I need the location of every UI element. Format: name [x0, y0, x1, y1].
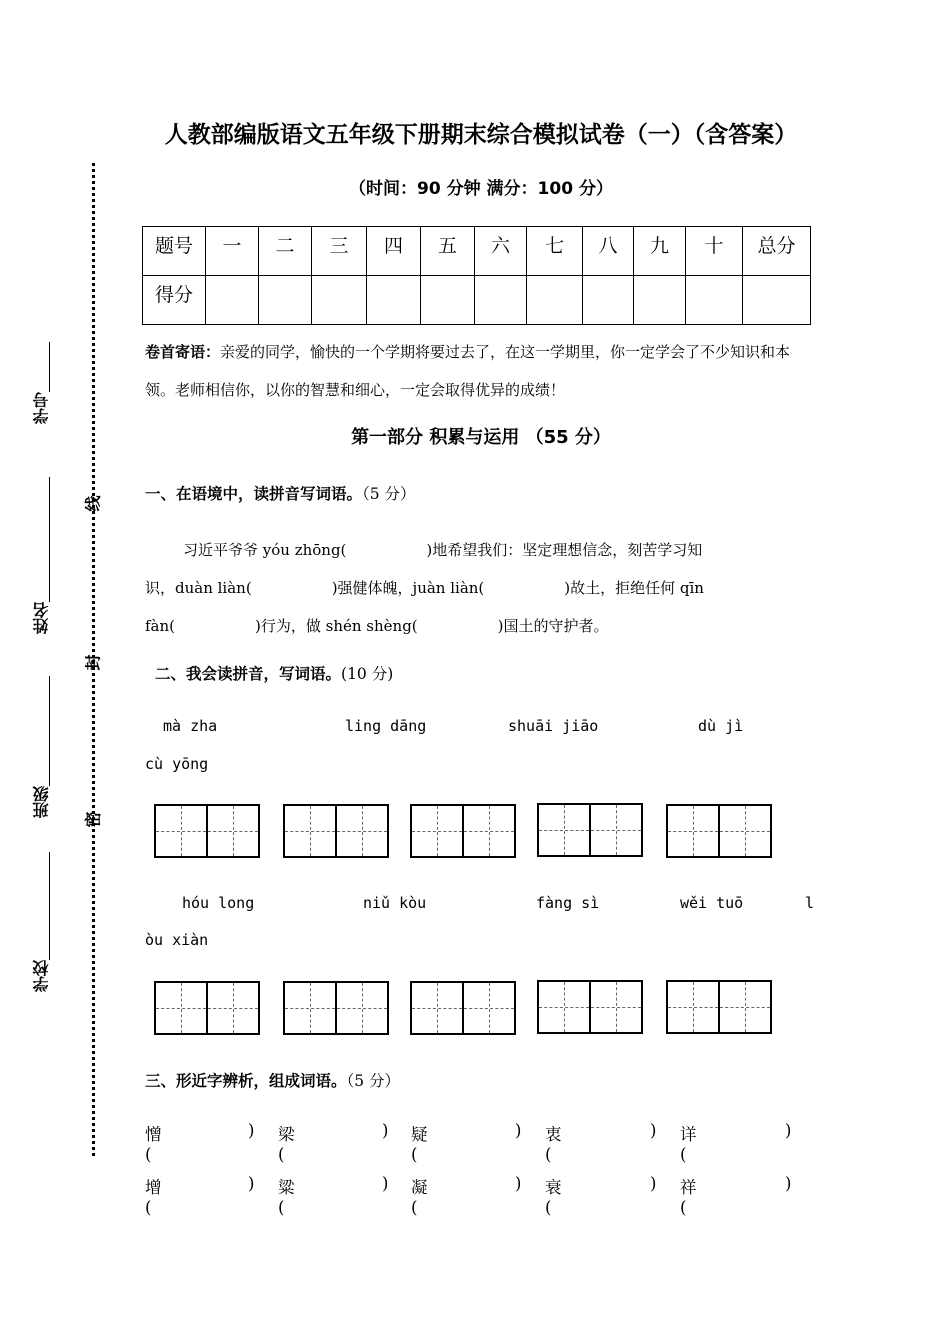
foreword-label: 卷首寄语：	[145, 343, 221, 361]
score-input-cell[interactable]	[686, 276, 743, 325]
seal-char-line: 线	[83, 495, 103, 512]
writing-grid[interactable]	[154, 981, 260, 1035]
char-prompt: 凝(	[411, 1178, 428, 1217]
pinyin-prompt: hóu long	[182, 894, 255, 912]
close-paren: )	[785, 1174, 792, 1193]
table-cell: 总分	[743, 227, 811, 276]
score-input-cell[interactable]	[583, 276, 634, 325]
writing-grid[interactable]	[666, 804, 772, 858]
pinyin-prompt: òu xiàn	[145, 931, 209, 949]
table-cell: 四	[367, 227, 421, 276]
foreword	[145, 333, 815, 409]
table-row	[143, 227, 811, 276]
score-input-cell[interactable]	[367, 276, 421, 325]
q1-text: fàn(	[145, 617, 176, 635]
close-paren: )	[650, 1121, 657, 1140]
seal-char-secret: 密	[83, 811, 103, 828]
q3-heading	[145, 1069, 400, 1091]
writing-grid[interactable]	[410, 981, 516, 1035]
school-label: 学校	[32, 960, 51, 992]
char-prompt: 憎(	[145, 1125, 162, 1164]
close-paren: )	[382, 1174, 389, 1193]
q2-heading	[155, 662, 393, 684]
close-paren: )	[248, 1121, 255, 1140]
school-field[interactable]	[49, 852, 50, 960]
q1-text: 识，duàn liàn(	[145, 579, 252, 597]
writing-grid[interactable]	[537, 803, 643, 857]
table-cell: 二	[259, 227, 312, 276]
student-id-label: 学号	[32, 392, 51, 424]
table-cell: 得分	[143, 276, 206, 325]
table-cell: 三	[312, 227, 367, 276]
student-id-field[interactable]	[49, 342, 50, 392]
q1-text: )地希望我们：坚定理想信念，刻苦学习知	[426, 541, 703, 559]
q2-heading-text: 二、我会读拼音，写词语。	[155, 665, 342, 683]
foreword-text: 亲爱的同学，愉快的一个学期将要过去了，在这一学期里，你一定学会了不少知识和本领。老师相信你，以你的智慧和细心，一定会取得优异的成绩！	[145, 343, 791, 399]
char-prompt: 衷(	[545, 1125, 562, 1164]
score-input-cell[interactable]	[206, 276, 259, 325]
table-cell: 八	[583, 227, 634, 276]
writing-grid[interactable]	[666, 980, 772, 1034]
q1-points: （5 分）	[362, 485, 416, 503]
q1-heading-text: 一、在语境中，读拼音写词语。	[145, 485, 363, 503]
pinyin-prompt: l	[805, 894, 815, 912]
pinyin-prompt: cù yōng	[145, 755, 209, 773]
char-prompt: 衰(	[545, 1178, 562, 1217]
pinyin-prompt: mà zha	[163, 717, 218, 735]
close-paren: )	[248, 1174, 255, 1193]
table-row	[143, 276, 811, 325]
score-input-cell[interactable]	[634, 276, 686, 325]
table-cell: 七	[527, 227, 583, 276]
char-prompt: 增(	[145, 1178, 162, 1217]
q1-text: )强健体魄，juàn liàn(	[331, 579, 485, 597]
q3-points: （5 分）	[346, 1072, 401, 1090]
name-field[interactable]	[49, 477, 50, 602]
table-cell: 五	[421, 227, 475, 276]
q1-paragraph	[145, 531, 815, 645]
table-cell: 一	[206, 227, 259, 276]
close-paren: )	[382, 1121, 389, 1140]
writing-grid[interactable]	[283, 981, 389, 1035]
q1-text: )行为，做 shén shèng(	[255, 617, 418, 635]
table-cell: 题号	[143, 227, 206, 276]
class-field[interactable]	[49, 676, 50, 786]
pinyin-prompt: ling dāng	[345, 717, 427, 735]
q1-heading	[145, 482, 416, 504]
q3-heading-text: 三、形近字辨析，组成词语。	[145, 1072, 347, 1090]
writing-grid[interactable]	[537, 980, 643, 1034]
score-input-cell[interactable]	[743, 276, 811, 325]
close-paren: )	[785, 1121, 792, 1140]
seal-char-seal: 封	[83, 654, 103, 671]
table-cell: 九	[634, 227, 686, 276]
exam-subtitle: （时间：90 分钟 满分：100 分）	[349, 179, 613, 199]
close-paren: )	[650, 1174, 657, 1193]
close-paren: )	[515, 1121, 522, 1140]
score-table	[142, 226, 811, 325]
char-prompt: 详(	[680, 1125, 697, 1164]
page-title: 人教部编版语文五年级下册期末综合模拟试卷（一）（含答案）	[164, 122, 798, 148]
score-input-cell[interactable]	[527, 276, 583, 325]
score-input-cell[interactable]	[421, 276, 475, 325]
table-cell: 十	[686, 227, 743, 276]
pinyin-prompt: wěi tuō	[680, 894, 744, 912]
char-prompt: 祥(	[680, 1178, 697, 1217]
score-input-cell[interactable]	[475, 276, 527, 325]
q1-text: )故土，拒绝任何 qīn	[564, 579, 704, 597]
pinyin-prompt: shuāi jiāo	[508, 717, 599, 735]
pinyin-prompt: niǔ kòu	[363, 894, 427, 912]
q2-points: (10 分)	[341, 665, 394, 683]
writing-grid[interactable]	[283, 804, 389, 858]
score-input-cell[interactable]	[312, 276, 367, 325]
char-prompt: 疑(	[411, 1125, 428, 1164]
char-prompt: 梁(	[278, 1125, 295, 1164]
close-paren: )	[515, 1174, 522, 1193]
score-input-cell[interactable]	[259, 276, 312, 325]
char-prompt: 粱(	[278, 1178, 295, 1217]
q1-text: )国土的守护者。	[497, 617, 609, 635]
name-label: 姓名	[32, 602, 51, 634]
q1-text: 习近平爷爷 yóu zhōng(	[183, 541, 347, 559]
table-cell: 六	[475, 227, 527, 276]
writing-grid[interactable]	[154, 804, 260, 858]
pinyin-prompt: fàng sì	[536, 894, 600, 912]
class-label: 班级	[32, 786, 51, 818]
part1-title: 第一部分 积累与运用 （55 分）	[351, 427, 611, 448]
pinyin-prompt: dù jì	[698, 717, 744, 735]
writing-grid[interactable]	[410, 804, 516, 858]
